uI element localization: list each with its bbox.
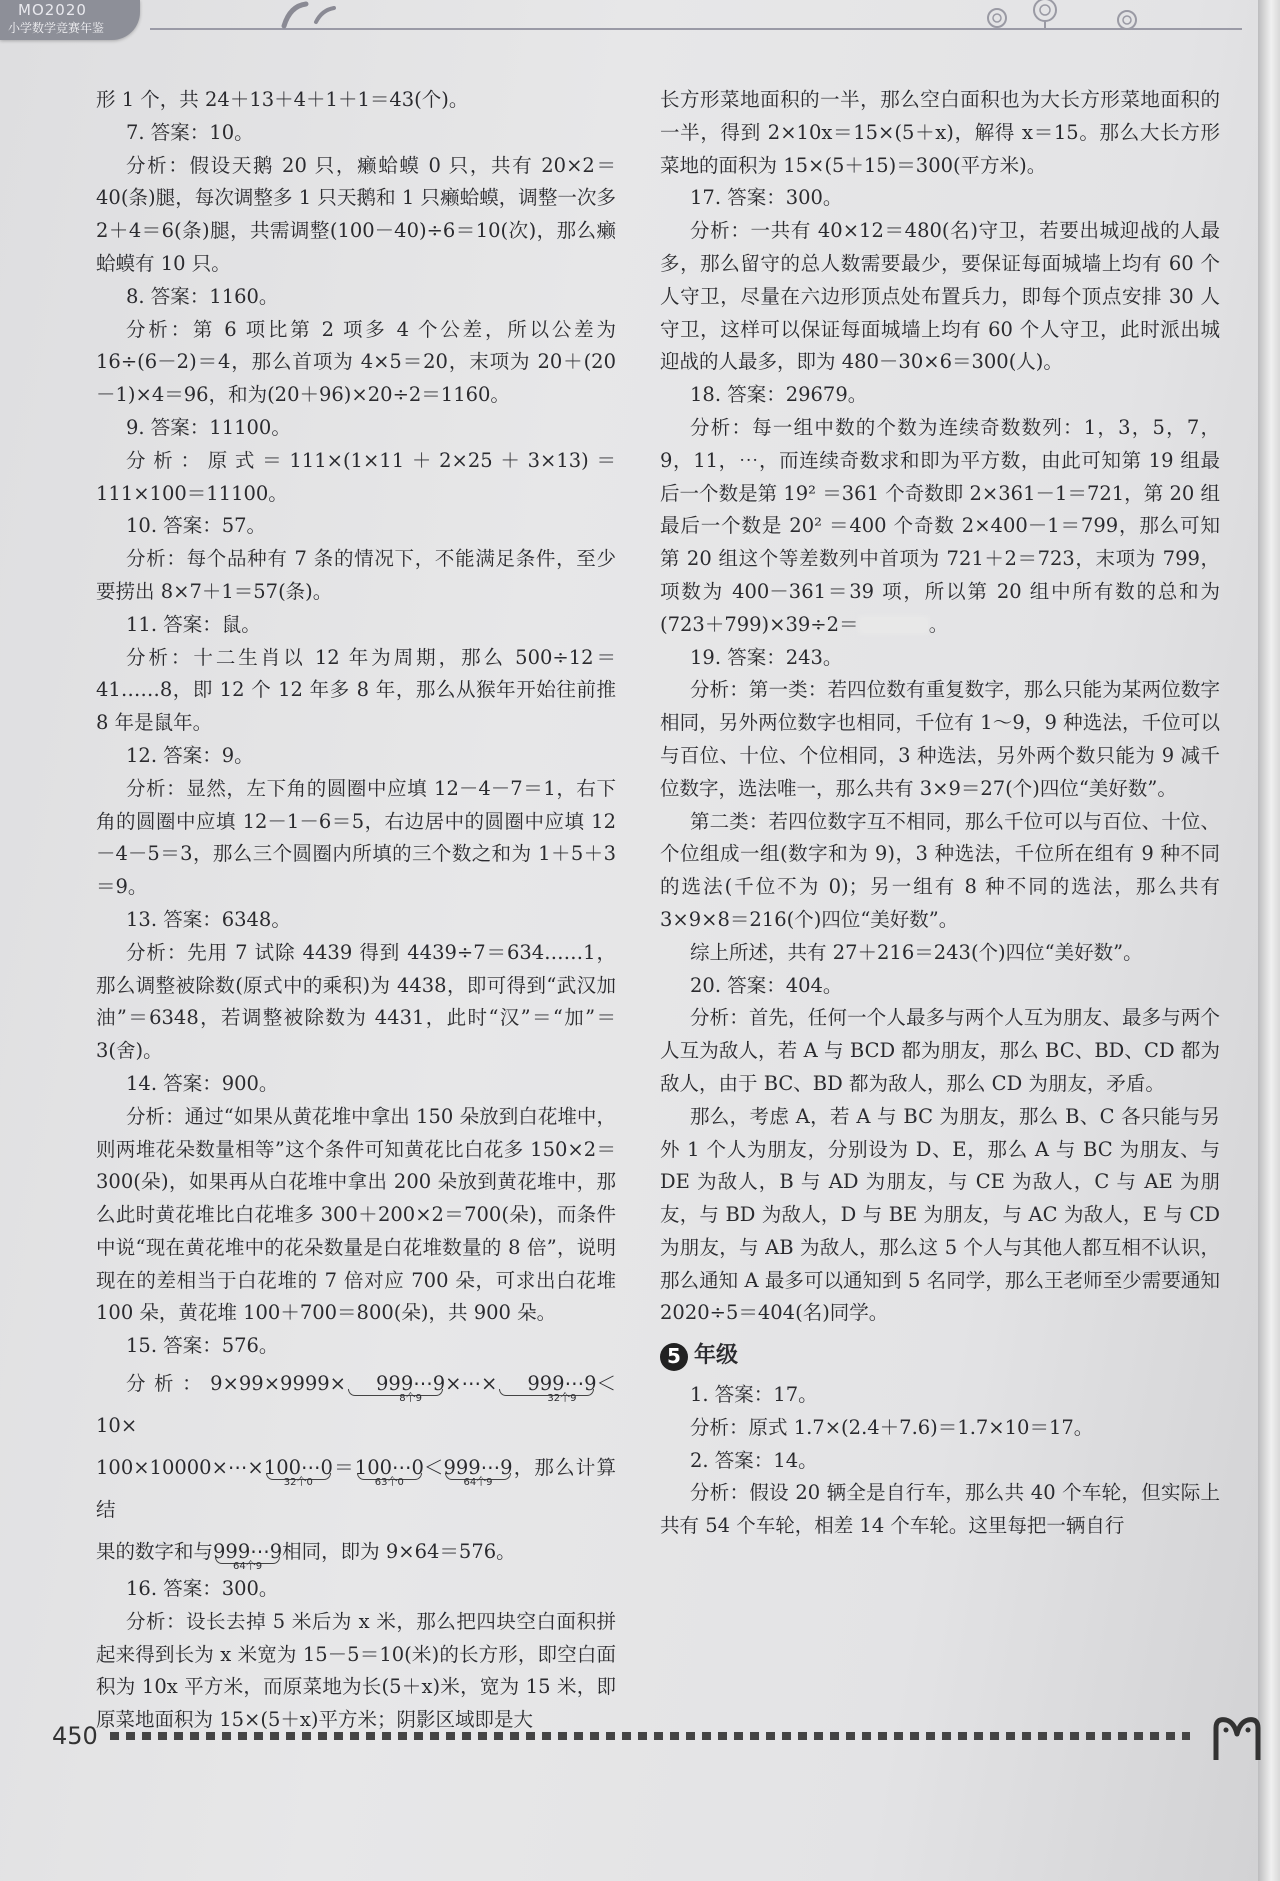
underbrace-number [346,1363,445,1405]
underbrace-number [497,1363,596,1405]
formula-text: ×⋯× [445,1372,498,1396]
mascot-logo-icon [1210,1714,1264,1764]
answer-line: 7. 答案：10。 [126,120,254,144]
answer-line: 12. 答案：9。 [126,743,254,767]
formula-text: 100×10000×⋯× [96,1456,264,1480]
paragraph: 形 1 个，共 24＋13＋4＋1＋1＝43(个)。 [96,88,469,111]
page-footer [52,1722,1232,1782]
analysis-paragraph: 分析：通过“如果从黄花堆中拿出 150 朵放到白花堆中，则两堆花朵数量相等”这个条件可知黄花比白花多 150×2＝300(朵)，如果再从白花堆中拿出 200 朵放到黄花堆中，那么此时黄花堆比白花堆多 300＋200×2＝700(朵)，而条件中说“现在黄花堆中的花朵数量是白花堆数量的 8 倍”，说明现在的差相当于白花堆的 7 倍对应 700 朵，可求出白花堆 100 朵，黄花堆 100＋700＝800(朵)，共 900 朵。 [96,1104,616,1325]
analysis-paragraph: 分析：先用 7 试除 4439 得到 4439÷7＝634……1，那么调整被除数(原式中的乘积)为 4438，即可得到“武汉加油”＝6348，若调整被除数为 4431，此时“汉”＝“加”＝3(舍)。 [96,940,616,1063]
answer-line: 15. 答案：576。 [126,1334,279,1358]
analysis-paragraph: 那么，考虑 A，若 A 与 BC 为朋友，那么 B、C 各只能与另外 1 个人为朋友，分别设为 D、E，那么 A 与 BC 为朋友、与 DE 为敌人，B 与 AD 为朋友，与 CE 为敌人，C 与 AE 为朋友，与 BD 为敌人，D 与 BE 为朋友，与 AC 为敌人，E 与 CD 为朋友，与 AB 为敌人，那么这 5 个人与其他人都互相不认识，那么通知 A 最多可以通知到 5 名同学，那么王老师至少需要通知 2020÷5＝404(名)同学。 [660,1104,1220,1325]
underbrace-label: 63个0 [374,1477,404,1489]
right-column [660,84,1220,1543]
analysis-paragraph: 分析：设长去掉 5 米后为 x 米，那么把四块空白面积拼起来得到长为 x 米宽为 15－5＝10(米)的长方形，即空白面积为 10x 平方米，而原菜地为长(5＋x)米，宽为 15 米，即原菜地面积为 15×(5＋x)平方米；阴影区域即是大 [96,1609,616,1732]
grade-number-badge: 5 [660,1343,688,1371]
answer-line: 1. 答案：17。 [690,1383,818,1407]
underbrace-label: 8个9 [399,1393,422,1405]
logo-title: MO2020 [18,1,87,19]
formula-text: ＝ [332,1456,355,1480]
page-header [0,0,1262,34]
underbrace-number [213,1531,282,1573]
obscured-value [859,616,929,634]
underbrace-value: 999⋯9 [443,1456,513,1480]
grade-label: 年级 [694,1343,739,1369]
formula-text: 果的数字和与 [96,1540,214,1564]
analysis-paragraph: 分析：原式 1.7×(2.4＋7.6)＝1.7×10＝17。 [690,1415,1094,1439]
analysis-paragraph: 分析：假设天鹅 20 只，癞蛤蟆 0 只，共有 20×2＝40(条)腿，每次调整多 1 只天鹅和 1 只癞蛤蟆，调整一次多 2＋4＝6(条)腿，共需调整(100－40)÷6＝10(次)，那么癞蛤蟆有 10 只。 [96,153,616,275]
formula-text: ＜ [423,1456,444,1480]
answer-line: 11. 答案：鼠。 [126,612,261,636]
answer-line: 2. 答案：14。 [690,1448,818,1472]
underbrace-value: 100⋯0 [263,1456,333,1480]
lollipop-decoration-icon [985,0,1155,34]
answer-line: 16. 答案：300。 [126,1577,279,1601]
underbrace-label: 64个9 [463,1477,493,1489]
answer-line: 14. 答案：900。 [126,1071,279,1095]
paragraph: 长方形菜地面积的一半，那么空白面积也为大长方形菜地面积的一半，得到 2×10x＝15×(5＋x)，解得 x＝15。那么大长方形菜地的面积为 15×(5＋15)＝300(平方米)。 [660,88,1220,177]
analysis-formula-line-1 [96,1363,616,1447]
underbrace-number [355,1447,424,1489]
book-logo-badge [0,0,140,40]
analysis-paragraph: 第二类：若四位数字互不相同，那么千位可以与百位、十位、个位组成一组(数字和为 9)，3 种选法，千位所在组有 9 种不同的选法(千位不为 0)；另一组有 8 种不同的选法，那么共有 3×9×8＝216(个)四位“美好数”。 [660,809,1220,931]
analysis-paragraph: 分析：第 6 项比第 2 项多 4 个公差，所以公差为 16÷(6－2)＝4，那么首项为 4×5＝20，末项为 20＋(20－1)×4＝96，和为(20＋96)×20÷2＝1160。 [96,317,616,407]
analysis-paragraph [660,412,1220,642]
answer-line: 8. 答案：1160。 [126,284,279,308]
answer-line: 17. 答案：300。 [690,186,843,210]
underbrace-value: 999⋯9 [527,1372,597,1396]
analysis-paragraph: 分析：一共有 40×12＝480(名)守卫，若要出城迎战的人最多，那么留守的总人数需要最少，要保证每面城墙上均有 60 个人守卫，尽量在六边形顶点处布置兵力，即每个顶点安排 30 人守卫，这样可以保证每面城墙上均有 60 个人守卫，此时派出城迎战的人最多，即为 480－30×6＝300(人)。 [660,219,1220,374]
analysis-paragraph: 综上所述，共有 27＋216＝243(个)四位“美好数”。 [690,940,1143,964]
logo-subtitle: 小学数学竞赛年鉴 [8,21,105,35]
analysis-paragraph: 分析：每个品种有 7 条的情况下，不能满足条件，至少要捞出 8×7＋1＝57(条)。 [96,547,616,603]
analysis-text: 。 [928,612,949,636]
underbrace-number [264,1447,333,1489]
analysis-formula-line-3 [96,1531,616,1573]
answer-line: 18. 答案：29679。 [690,383,868,407]
analysis-paragraph: 分析：十二生肖以 12 年为周期，那么 500÷12＝41……8，即 12 个 12 年多 8 年，那么从猴年开始往前推 8 年是鼠年。 [96,645,616,735]
analysis-paragraph: 分析：首先，任何一个人最多与两个人互为朋友、最多与两个人互为敌人，若 A 与 BCD 都为朋友，那么 BC、BD、CD 都为敌人，由于 BC、BD 都为敌人，那么 CD 为朋友，矛盾。 [660,1006,1220,1095]
analysis-paragraph: 分析：假设 20 辆全是自行车，那么共 40 个车轮，但实际上共有 54 个车轮，相差 14 个车轮。这里每把一辆自行 [660,1481,1220,1538]
footer-dash-rule [110,1732,1190,1740]
analysis-paragraph: 分析：显然，左下角的圆圈中应填 12－4－7＝1，右下角的圆圈中应填 12－1－6＝5，右边居中的圆圈中应填 12－4－5＝3，那么三个圆圈内所填的三个数之和为 1＋5＋3＝9。 [96,776,616,899]
analysis-paragraph: 分析：原式＝111×(1×11＋2×25＋3×13)＝111×100＝11100。 [96,448,616,505]
answer-line: 9. 答案：11100。 [126,415,291,439]
underbrace-value: 100⋯0 [354,1456,424,1480]
formula-text: 分析：9×99×9999× [126,1372,347,1396]
underbrace-value: 999⋯9 [213,1540,283,1564]
answer-line: 19. 答案：243。 [690,645,843,669]
left-column [96,84,616,1737]
formula-text: ，那么计算结 [96,1456,616,1522]
book-spine [1258,0,1280,1881]
underbrace-number [443,1447,512,1489]
underbrace-value: 999⋯9 [376,1372,446,1396]
leaf-decoration-icon [276,0,356,30]
underbrace-label: 64个9 [233,1561,263,1573]
underbrace-label: 32个9 [547,1393,577,1405]
grade-section-heading [660,1340,1220,1373]
analysis-paragraph: 分析：第一类：若四位数有重复数字，那么只能为某两位数字相同，另外两位数字也相同，千位有 1～9，9 种选法，千位可以与百位、十位、个位相同，3 种选法，另外两个数只能为 9 减千位数字，选法唯一，那么共有 3×9＝27(个)四位“美好数”。 [660,678,1220,800]
analysis-formula-line-2 [96,1447,616,1531]
formula-text: 相同，即为 9×64＝576。 [282,1540,516,1564]
answer-line: 10. 答案：57。 [126,514,267,538]
underbrace-label: 32个0 [283,1477,313,1489]
page-number: 450 [52,1722,98,1750]
answer-line: 13. 答案：6348。 [126,907,291,931]
analysis-text: 分析：每一组中数的个数为连续奇数数列：1，3，5，7，9，11，⋯，而连续奇数求和即为平方数，由此可知第 19 组最后一个数是第 19² ＝361 个奇数即 2×361－1＝721，第 20 组最后一个数是 20² ＝400 个奇数 2×400－1＝799，那么可知第 20 组这个等差数列中首项为 721＋2＝723，末项为 799，项数为 400－361＝39 项，所以第 20 组中所有数的总和为(723＋799)×39÷2＝ [660,415,1220,636]
formula-text: ＜10× [96,1372,616,1438]
answer-line: 20. 答案：404。 [690,973,843,997]
